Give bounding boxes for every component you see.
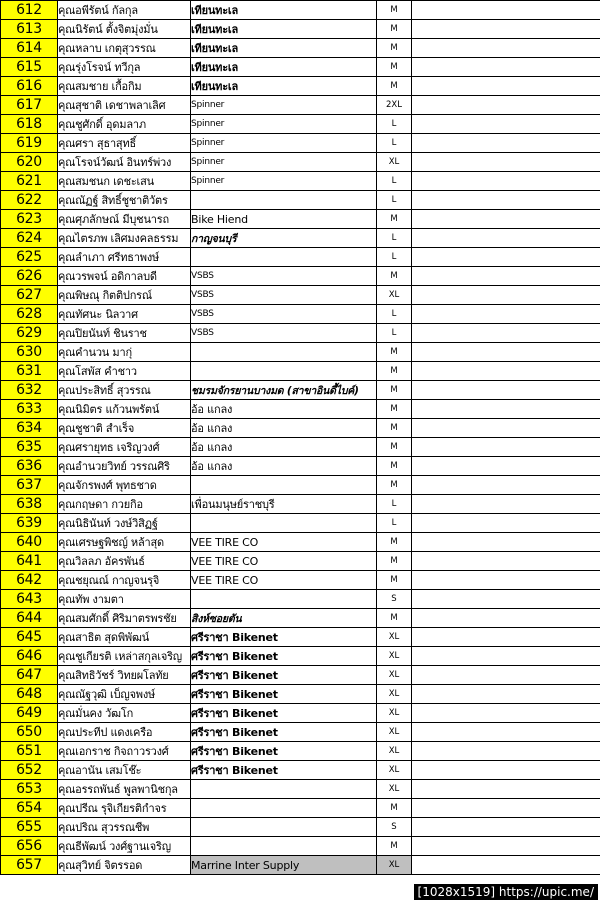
row-number-cell: 622 xyxy=(1,191,58,210)
team-cell: VSBS xyxy=(191,324,377,343)
table-row xyxy=(1,685,600,704)
empty-cell xyxy=(412,761,600,780)
shirt-size-cell: XL xyxy=(377,685,412,704)
participant-name-cell: คุณณัฏฐ์ สิทธิ์ชูชาติวัตร xyxy=(58,191,191,210)
table-row xyxy=(1,571,600,590)
participant-name-cell: คุณทัพ งามตา xyxy=(58,590,191,609)
table-row xyxy=(1,495,600,514)
row-number-cell: 635 xyxy=(1,438,58,457)
participant-name-cell: คุณสาธิต สุดพิพัฒน์ xyxy=(58,628,191,647)
shirt-size-cell: L xyxy=(377,172,412,191)
table-row xyxy=(1,438,600,457)
table-row xyxy=(1,324,600,343)
table-row xyxy=(1,58,600,77)
row-number-cell: 627 xyxy=(1,286,58,305)
table-row xyxy=(1,172,600,191)
shirt-size-cell: M xyxy=(377,457,412,476)
empty-cell xyxy=(412,514,600,533)
participant-name-cell: คุณชูศักดิ์ อุดมลาภ xyxy=(58,115,191,134)
shirt-size-cell: L xyxy=(377,115,412,134)
team-cell xyxy=(191,476,377,495)
participant-name-cell: คุณโสพัส คำชาว xyxy=(58,362,191,381)
participant-name-cell: คุณณัฐวุฒิ เบ็ญจพงษ์ xyxy=(58,685,191,704)
participant-name-cell: คุณอรรถพันธ์ พูลพานิชกุล xyxy=(58,780,191,799)
table-row xyxy=(1,305,600,324)
team-cell: อ้อ แกลง xyxy=(191,419,377,438)
team-cell: VEE TIRE CO xyxy=(191,552,377,571)
shirt-size-cell: XL xyxy=(377,761,412,780)
shirt-size-cell: M xyxy=(377,210,412,229)
participant-name-cell: คุณรุ่งโรจน์ ทวีกุล xyxy=(58,58,191,77)
shirt-size-cell: M xyxy=(377,77,412,96)
shirt-size-cell: M xyxy=(377,419,412,438)
row-number-cell: 617 xyxy=(1,96,58,115)
shirt-size-cell: L xyxy=(377,495,412,514)
team-cell: VEE TIRE CO xyxy=(191,533,377,552)
row-number-cell: 623 xyxy=(1,210,58,229)
participant-name-cell: คุณหลาบ เกตุสุวรรณ xyxy=(58,39,191,58)
empty-cell xyxy=(412,628,600,647)
row-number-cell: 624 xyxy=(1,229,58,248)
table-row xyxy=(1,96,600,115)
table-row xyxy=(1,153,600,172)
table-row xyxy=(1,647,600,666)
table-row xyxy=(1,115,600,134)
shirt-size-cell: XL xyxy=(377,666,412,685)
row-number-cell: 654 xyxy=(1,799,58,818)
shirt-size-cell: S xyxy=(377,590,412,609)
team-cell: อ้อ แกลง xyxy=(191,438,377,457)
shirt-size-cell: M xyxy=(377,58,412,77)
row-number-cell: 615 xyxy=(1,58,58,77)
table-row xyxy=(1,723,600,742)
shirt-size-cell: L xyxy=(377,191,412,210)
team-cell: ชมรมจักรยานบางมด (สาขาอินดี้ไบค์) xyxy=(191,381,377,400)
empty-cell xyxy=(412,476,600,495)
participant-name-cell: คุณชูชาติ สำเร็จ xyxy=(58,419,191,438)
empty-cell xyxy=(412,552,600,571)
row-number-cell: 626 xyxy=(1,267,58,286)
team-cell: ศรีราชา Bikenet xyxy=(191,704,377,723)
empty-cell xyxy=(412,438,600,457)
shirt-size-cell: M xyxy=(377,381,412,400)
table-row xyxy=(1,476,600,495)
participant-name-cell: คุณเอกราช กิจถาวรวงศ์ xyxy=(58,742,191,761)
row-number-cell: 629 xyxy=(1,324,58,343)
table-row xyxy=(1,362,600,381)
team-cell: Spinner xyxy=(191,134,377,153)
participant-name-cell: คุณทัศนะ นิลวาศ xyxy=(58,305,191,324)
empty-cell xyxy=(412,571,600,590)
row-number-cell: 637 xyxy=(1,476,58,495)
table-row xyxy=(1,552,600,571)
shirt-size-cell: L xyxy=(377,305,412,324)
row-number-cell: 619 xyxy=(1,134,58,153)
table-row xyxy=(1,400,600,419)
empty-cell xyxy=(412,723,600,742)
team-cell: ศรีราชา Bikenet xyxy=(191,666,377,685)
team-cell: ศรีราชา Bikenet xyxy=(191,685,377,704)
shirt-size-cell: XL xyxy=(377,742,412,761)
team-cell: ศรีราชา Bikenet xyxy=(191,628,377,647)
table-row xyxy=(1,609,600,628)
empty-cell xyxy=(412,343,600,362)
table-row xyxy=(1,381,600,400)
empty-cell xyxy=(412,419,600,438)
shirt-size-cell: XL xyxy=(377,704,412,723)
row-number-cell: 655 xyxy=(1,818,58,837)
empty-cell xyxy=(412,229,600,248)
table-row xyxy=(1,799,600,818)
row-number-cell: 638 xyxy=(1,495,58,514)
shirt-size-cell: M xyxy=(377,1,412,20)
image-size-caption: [1028x1519] https://upic.me/ xyxy=(414,884,598,900)
participant-name-cell: คุณนิรัตน์ ตั้งจิตมุ่งมั่น xyxy=(58,20,191,39)
participant-name-cell: คุณสมศักดิ์ ศิริมาตรพรชัย xyxy=(58,609,191,628)
table-row xyxy=(1,514,600,533)
shirt-size-cell: S xyxy=(377,818,412,837)
team-cell xyxy=(191,248,377,267)
row-number-cell: 620 xyxy=(1,153,58,172)
row-number-cell: 631 xyxy=(1,362,58,381)
row-number-cell: 636 xyxy=(1,457,58,476)
row-number-cell: 651 xyxy=(1,742,58,761)
table-row xyxy=(1,20,600,39)
shirt-size-cell: XL xyxy=(377,647,412,666)
row-number-cell: 616 xyxy=(1,77,58,96)
empty-cell xyxy=(412,837,600,856)
shirt-size-cell: M xyxy=(377,343,412,362)
table-row xyxy=(1,742,600,761)
empty-cell xyxy=(412,533,600,552)
team-cell xyxy=(191,780,377,799)
shirt-size-cell: M xyxy=(377,533,412,552)
participant-name-cell: คุณปริณ สุวรรณชีพ xyxy=(58,818,191,837)
empty-cell xyxy=(412,77,600,96)
table-row xyxy=(1,590,600,609)
participant-name-cell: คุณอพีรัตน์ กัลกุล xyxy=(58,1,191,20)
empty-cell xyxy=(412,666,600,685)
participant-name-cell: คุณจักรพงศ์ พุทธชาด xyxy=(58,476,191,495)
team-cell: Bike Hiend xyxy=(191,210,377,229)
participant-name-cell: คุณธีพัฒน์ วงศ์ฐานเจริญ xyxy=(58,837,191,856)
participant-name-cell: คุณศุภลักษณ์ มีบุชนารถ xyxy=(58,210,191,229)
empty-cell xyxy=(412,362,600,381)
shirt-size-cell: M xyxy=(377,438,412,457)
table-row xyxy=(1,229,600,248)
row-number-cell: 657 xyxy=(1,856,58,875)
shirt-size-cell: L xyxy=(377,514,412,533)
shirt-size-cell: M xyxy=(377,552,412,571)
table-row xyxy=(1,191,600,210)
row-number-cell: 618 xyxy=(1,115,58,134)
participant-name-cell: คุณกฤษดา กวยกิอ xyxy=(58,495,191,514)
row-number-cell: 632 xyxy=(1,381,58,400)
table-row xyxy=(1,533,600,552)
participant-name-cell: คุณสมชนก เดชะเสน xyxy=(58,172,191,191)
row-number-cell: 630 xyxy=(1,343,58,362)
empty-cell xyxy=(412,1,600,20)
empty-cell xyxy=(412,134,600,153)
row-number-cell: 621 xyxy=(1,172,58,191)
empty-cell xyxy=(412,324,600,343)
empty-cell xyxy=(412,191,600,210)
team-cell: ศรีราชา Bikenet xyxy=(191,742,377,761)
table-body xyxy=(1,1,600,875)
shirt-size-cell: M xyxy=(377,571,412,590)
empty-cell xyxy=(412,685,600,704)
row-number-cell: 641 xyxy=(1,552,58,571)
team-cell: เทียนทะเล xyxy=(191,77,377,96)
row-number-cell: 634 xyxy=(1,419,58,438)
participant-name-cell: คุณสุวิทย์ จิตรรอด xyxy=(58,856,191,875)
participant-name-cell: คุณโรจน์วัฒน์ อินทร์พ่วง xyxy=(58,153,191,172)
shirt-size-cell: L xyxy=(377,248,412,267)
shirt-size-cell: M xyxy=(377,20,412,39)
empty-cell xyxy=(412,172,600,191)
participant-name-cell: คุณชูเกียรติ เหล่าสกุลเจริญ xyxy=(58,647,191,666)
team-cell: ศรีราชา Bikenet xyxy=(191,647,377,666)
row-number-cell: 633 xyxy=(1,400,58,419)
row-number-cell: 639 xyxy=(1,514,58,533)
row-number-cell: 653 xyxy=(1,780,58,799)
participant-name-cell: คุณสิทธิวัชร์ วิทยผโลทัย xyxy=(58,666,191,685)
team-cell: ศรีราชา Bikenet xyxy=(191,761,377,780)
table-row xyxy=(1,39,600,58)
participant-name-cell: คุณไตรภพ เลิศมงคลธรรม xyxy=(58,229,191,248)
table-row xyxy=(1,457,600,476)
table-row xyxy=(1,343,600,362)
table-row xyxy=(1,666,600,685)
table-row xyxy=(1,761,600,780)
table-row xyxy=(1,134,600,153)
table-row xyxy=(1,267,600,286)
shirt-size-cell: 2XL xyxy=(377,96,412,115)
participant-name-cell: คุณวิลลภ อัครพันธ์ xyxy=(58,552,191,571)
participant-name-cell: คุณเศรษฐพิชญ์ หล้าสุด xyxy=(58,533,191,552)
participant-name-cell: คุณนิมิตร แก้วนพรัตน์ xyxy=(58,400,191,419)
participant-name-cell: คุณประสิทธิ์ สุวรรณ xyxy=(58,381,191,400)
table-row xyxy=(1,286,600,305)
team-cell: Spinner xyxy=(191,153,377,172)
table-row xyxy=(1,77,600,96)
participant-name-cell: คุณปิยนันท์ ชินราช xyxy=(58,324,191,343)
team-cell: VSBS xyxy=(191,286,377,305)
team-cell xyxy=(191,837,377,856)
participant-name-cell: คุณชยุณณ์ กาญจนรุจิ xyxy=(58,571,191,590)
shirt-size-cell: L xyxy=(377,229,412,248)
team-cell xyxy=(191,818,377,837)
empty-cell xyxy=(412,495,600,514)
empty-cell xyxy=(412,799,600,818)
empty-cell xyxy=(412,400,600,419)
shirt-size-cell: XL xyxy=(377,723,412,742)
empty-cell xyxy=(412,153,600,172)
table-row xyxy=(1,837,600,856)
row-number-cell: 656 xyxy=(1,837,58,856)
team-cell: เทียนทะเล xyxy=(191,20,377,39)
team-cell: VSBS xyxy=(191,305,377,324)
participant-name-cell: คุณลำเภา ศรีทธาพงษ์ xyxy=(58,248,191,267)
team-cell: เทียนทะเล xyxy=(191,39,377,58)
row-number-cell: 648 xyxy=(1,685,58,704)
shirt-size-cell: M xyxy=(377,39,412,58)
team-cell xyxy=(191,514,377,533)
participant-name-cell: คุณปรีณ รุจิเกียรติกำจร xyxy=(58,799,191,818)
empty-cell xyxy=(412,457,600,476)
shirt-size-cell: M xyxy=(377,476,412,495)
empty-cell xyxy=(412,780,600,799)
participant-name-cell: คุณพิษณุ กิตติปกรณ์ xyxy=(58,286,191,305)
shirt-size-cell: M xyxy=(377,609,412,628)
team-cell: VSBS xyxy=(191,267,377,286)
participant-name-cell: คุณสมชาย เกื้อกิม xyxy=(58,77,191,96)
team-cell: Spinner xyxy=(191,172,377,191)
shirt-size-cell: XL xyxy=(377,628,412,647)
empty-cell xyxy=(412,742,600,761)
team-cell: ศรีราชา Bikenet xyxy=(191,723,377,742)
team-cell: VEE TIRE CO xyxy=(191,571,377,590)
participant-name-cell: คุณคำนวน มากุ่ xyxy=(58,343,191,362)
participant-name-cell: คุณวรพจน์ อดิกาลบดี xyxy=(58,267,191,286)
empty-cell xyxy=(412,609,600,628)
shirt-size-cell: XL xyxy=(377,856,412,875)
table-row xyxy=(1,210,600,229)
table-row xyxy=(1,419,600,438)
table-row xyxy=(1,818,600,837)
empty-cell xyxy=(412,590,600,609)
row-number-cell: 652 xyxy=(1,761,58,780)
table-row xyxy=(1,1,600,20)
participant-name-cell: คุณศรายุทธ เจริญวงศ์ xyxy=(58,438,191,457)
empty-cell xyxy=(412,286,600,305)
empty-cell xyxy=(412,96,600,115)
table-row xyxy=(1,780,600,799)
shirt-size-cell: M xyxy=(377,837,412,856)
participant-name-cell: คุณสุชาติ เดชาพลาเลิศ xyxy=(58,96,191,115)
team-cell: Spinner xyxy=(191,96,377,115)
team-cell: เทียนทะเล xyxy=(191,1,377,20)
row-number-cell: 643 xyxy=(1,590,58,609)
empty-cell xyxy=(412,58,600,77)
empty-cell xyxy=(412,704,600,723)
participant-name-cell: คุณอานัน เสมโช๊ะ xyxy=(58,761,191,780)
row-number-cell: 614 xyxy=(1,39,58,58)
table-row xyxy=(1,248,600,267)
row-number-cell: 640 xyxy=(1,533,58,552)
team-cell: อ้อ แกลง xyxy=(191,457,377,476)
participant-name-cell: คุณมั่นคง วัฒโก xyxy=(58,704,191,723)
empty-cell xyxy=(412,20,600,39)
participant-name-cell: คุณนิธินันท์ วงษ์วิสิฏฐ์ xyxy=(58,514,191,533)
row-number-cell: 650 xyxy=(1,723,58,742)
team-cell xyxy=(191,191,377,210)
row-number-cell: 647 xyxy=(1,666,58,685)
row-number-cell: 649 xyxy=(1,704,58,723)
shirt-size-cell: M xyxy=(377,400,412,419)
empty-cell xyxy=(412,267,600,286)
team-cell: กาญจนบุรี xyxy=(191,229,377,248)
shirt-size-cell: XL xyxy=(377,780,412,799)
team-cell: Spinner xyxy=(191,115,377,134)
row-number-cell: 628 xyxy=(1,305,58,324)
shirt-size-cell: M xyxy=(377,362,412,381)
team-cell xyxy=(191,590,377,609)
shirt-size-cell: XL xyxy=(377,153,412,172)
empty-cell xyxy=(412,115,600,134)
table-row xyxy=(1,856,600,875)
row-number-cell: 644 xyxy=(1,609,58,628)
row-number-cell: 645 xyxy=(1,628,58,647)
empty-cell xyxy=(412,856,600,875)
team-cell xyxy=(191,362,377,381)
row-number-cell: 646 xyxy=(1,647,58,666)
team-cell xyxy=(191,799,377,818)
table-row xyxy=(1,704,600,723)
shirt-size-cell: XL xyxy=(377,286,412,305)
team-cell: สิงห์ซอยตัน xyxy=(191,609,377,628)
team-cell: อ้อ แกลง xyxy=(191,400,377,419)
shirt-size-cell: M xyxy=(377,799,412,818)
shirt-size-cell: L xyxy=(377,324,412,343)
row-number-cell: 612 xyxy=(1,1,58,20)
empty-cell xyxy=(412,39,600,58)
table-row xyxy=(1,628,600,647)
row-number-cell: 625 xyxy=(1,248,58,267)
participant-name-cell: คุณอำนวยวิทย์ วรรณศิริ xyxy=(58,457,191,476)
empty-cell xyxy=(412,381,600,400)
participant-name-cell: คุณศรา สุธาสุทธิ์ xyxy=(58,134,191,153)
team-cell xyxy=(191,343,377,362)
empty-cell xyxy=(412,647,600,666)
empty-cell xyxy=(412,210,600,229)
team-cell: เทียนทะเล xyxy=(191,58,377,77)
shirt-size-cell: M xyxy=(377,267,412,286)
team-cell: Marrine Inter Supply xyxy=(191,856,377,875)
team-cell: เพื่อนมนุษย์ราชบุรี xyxy=(191,495,377,514)
shirt-size-cell: L xyxy=(377,134,412,153)
empty-cell xyxy=(412,248,600,267)
empty-cell xyxy=(412,818,600,837)
empty-cell xyxy=(412,305,600,324)
row-number-cell: 613 xyxy=(1,20,58,39)
row-number-cell: 642 xyxy=(1,571,58,590)
participant-name-cell: คุณประทีป แดงเครือ xyxy=(58,723,191,742)
